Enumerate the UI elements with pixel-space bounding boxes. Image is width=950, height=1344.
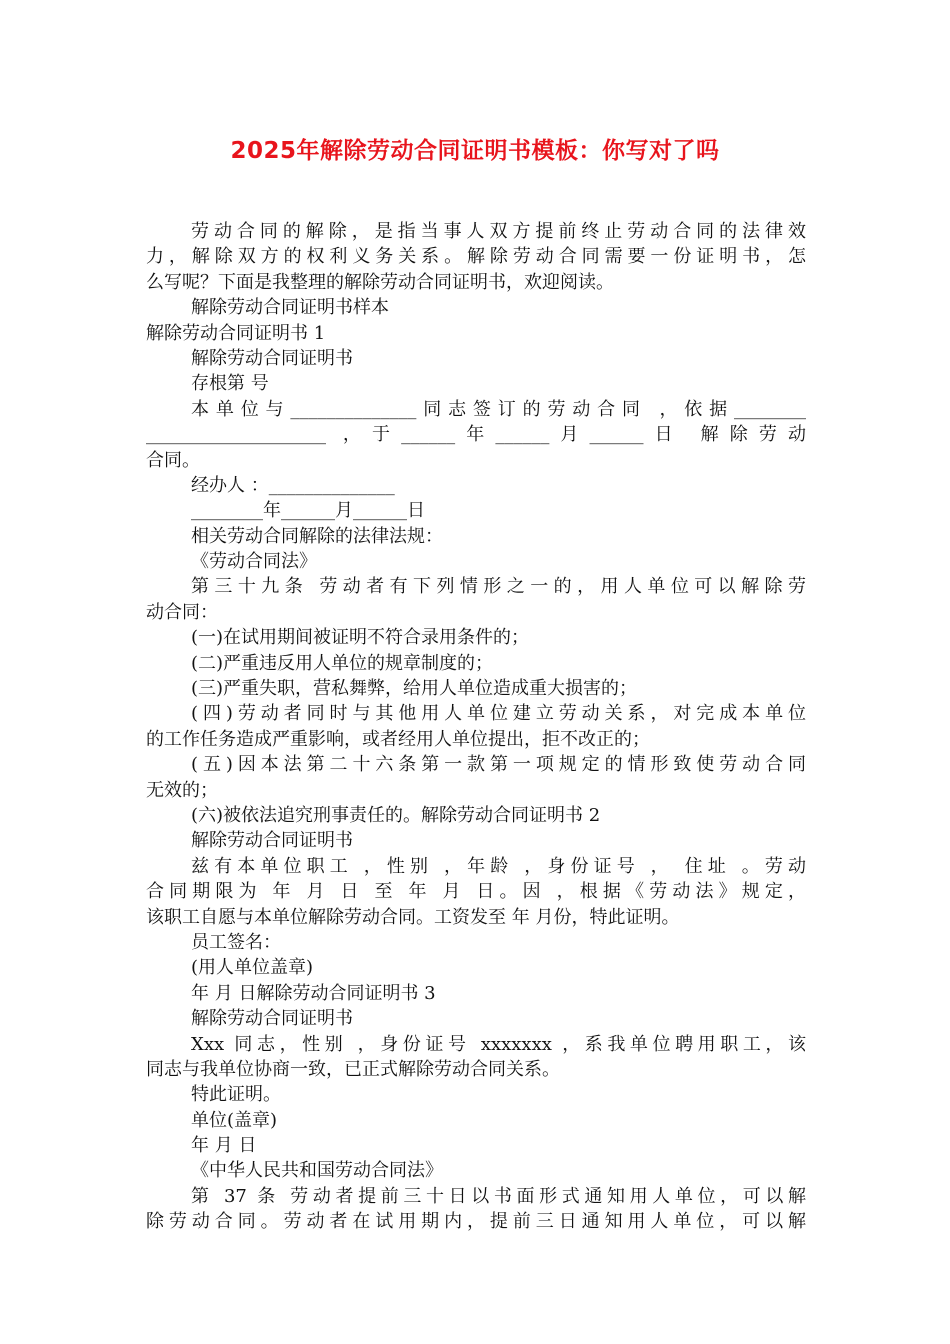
text-line: 解除劳动合同证明书 [191, 1008, 353, 1030]
text-line: 无效的； [146, 779, 218, 801]
text-line: 合同期限为 年 月 日 至 年 月 日。因 ，根据《劳动法》规定， [146, 881, 806, 903]
text-line: 除劳动合同。劳动者在试用期内，提前三日通知用人单位，可以解 [146, 1211, 806, 1233]
text-line: 本单位与______________同志签订的劳动合同 ，依据________ [191, 398, 806, 420]
text-line: 同志与我单位协商一致，已正式解除劳动合同关系。 [146, 1058, 560, 1080]
text-line: 年 月 日解除劳动合同证明书 3 [191, 982, 436, 1004]
text-line: 年 月 日 [191, 1135, 257, 1157]
text-line: (一)在试用期间被证明不符合录用条件的； [191, 627, 530, 649]
text-line: 存根第 号 [191, 373, 269, 395]
text-line: 《中华人民共和国劳动合同法》 [191, 1160, 443, 1182]
text-line: 劳动合同的解除，是指当事人双方提前终止劳动合同的法律效 [191, 221, 806, 242]
text-line: 么写呢？下面是我整理的解除劳动合同证明书，欢迎阅读。 [146, 271, 614, 293]
text-line: (五)因本法第二十六条第一款第一项规定的情形致使劳动合同 [191, 754, 806, 776]
text-line: ________年______月______日 [191, 500, 425, 522]
text-line: 该职工自愿与本单位解除劳动合同。工资发至 年 月份，特此证明。 [146, 906, 680, 928]
text-line: 解除劳动合同证明书 [191, 830, 353, 852]
text-line: (用人单位盖章) [191, 957, 314, 979]
text-line: 解除劳动合同证明书样本 [191, 297, 389, 319]
text-line: 第 37 条 劳动者提前三十日以书面形式通知用人单位，可以解 [191, 1185, 806, 1207]
text-line: 兹有本单位职工 ，性别 ，年龄 ，身份证号 ， 住址 。劳动 [191, 855, 806, 877]
text-line: 特此证明。 [191, 1084, 281, 1106]
document-title: 2025年解除劳动合同证明书模板：你写对了吗 [230, 138, 720, 164]
text-line: ____________________ ，于______年______月______日 解除劳动 [146, 424, 806, 446]
text-line: 相关劳动合同解除的法律法规： [191, 525, 443, 547]
text-line: (三)严重失职，营私舞弊，给用人单位造成重大损害的； [191, 678, 638, 700]
text-line: 解除劳动合同证明书 1 [146, 322, 326, 344]
text-line: 第三十九条 劳动者有下列情形之一的，用人单位可以解除劳 [191, 576, 806, 598]
text-line: (四)劳动者同时与其他用人单位建立劳动关系，对完成本单位 [191, 703, 806, 725]
text-line: 解除劳动合同证明书 [191, 347, 353, 369]
text-line: 《劳动合同法》 [191, 551, 317, 573]
text-line: (二)严重违反用人单位的规章制度的； [191, 652, 494, 674]
text-line: (六)被依法追究刑事责任的。解除劳动合同证明书 2 [191, 804, 601, 826]
text-line: 员工签名： [191, 931, 281, 953]
text-line: 的工作任务造成严重影响，或者经用人单位提出，拒不改正的； [146, 728, 650, 750]
text-line: 合同。 [146, 449, 200, 471]
document-body [146, 219, 806, 1235]
text-line: 动合同： [146, 601, 218, 623]
text-line: 经办人 ：______________ [191, 474, 395, 496]
text-line: 单位(盖章) [191, 1109, 278, 1131]
text-line: 力，解除双方的权利义务关系。解除劳动合同需要一份证明书，怎 [146, 246, 806, 268]
text-line: Xxx 同志，性别 ，身份证号 xxxxxxx ，系我单位聘用职工，该 [191, 1033, 806, 1055]
